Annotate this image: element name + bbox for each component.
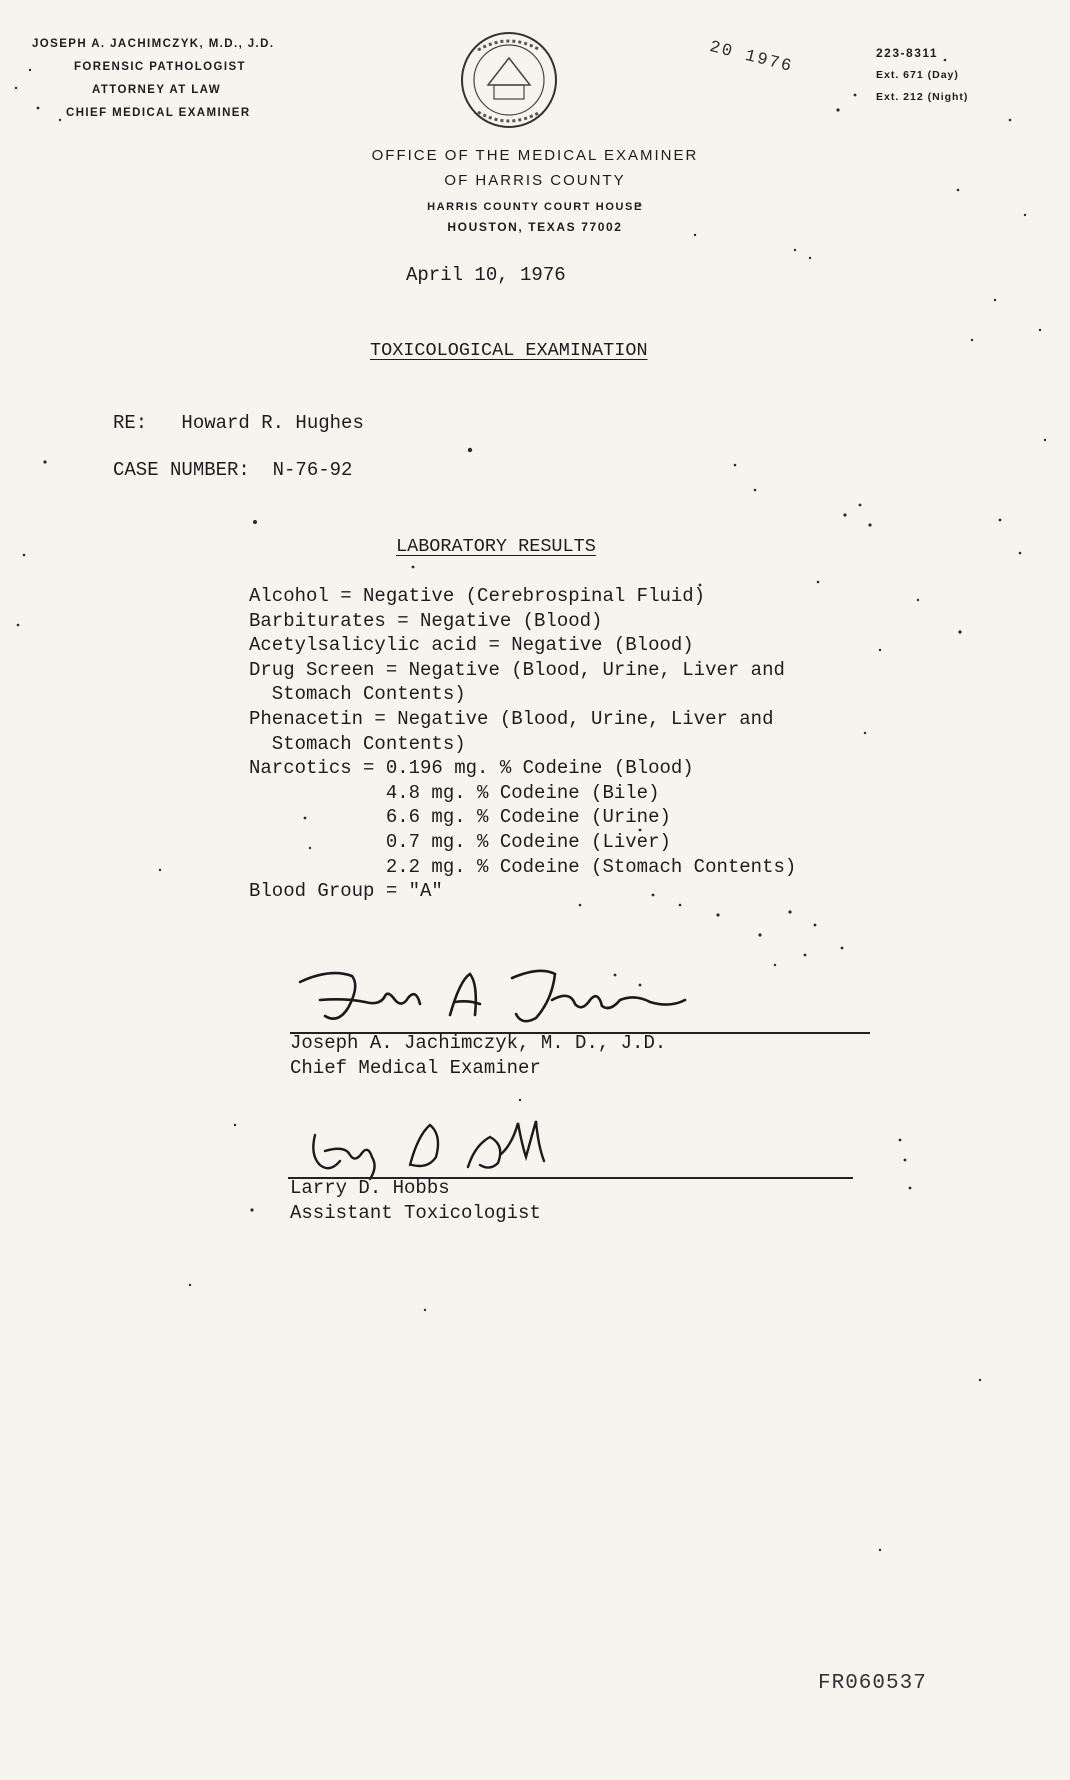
lab-results-list xyxy=(249,584,796,904)
signature-jachimczyk xyxy=(290,960,770,1040)
signatory-2-name: Larry D. Hobbs xyxy=(290,1177,450,1199)
result-line: 6.6 mg. % Codeine (Urine) xyxy=(249,806,671,829)
result-line: Alcohol = Negative (Cerebrospinal Fluid) xyxy=(249,585,706,607)
result-line: Phenacetin = Negative (Blood, Urine, Liver and xyxy=(249,707,774,730)
signatory-1-name: Joseph A. Jachimczyk, M. D., J.D. xyxy=(290,1032,667,1054)
signature-hobbs xyxy=(300,1105,620,1185)
letterhead-left xyxy=(32,33,274,125)
result-line: Acetylsalicylic acid = Negative (Blood) xyxy=(249,634,694,657)
letterhead-line: FORENSIC PATHOLOGIST xyxy=(74,61,246,73)
office-line-4: HOUSTON, TEXAS 77002 xyxy=(447,220,623,234)
letterhead-right xyxy=(876,42,968,108)
lab-results-title: LABORATORY RESULTS xyxy=(396,536,596,557)
ext-night: Ext. 212 (Night) xyxy=(876,91,969,103)
result-line: 4.8 mg. % Codeine (Bile) xyxy=(249,781,660,804)
ext-day: Ext. 671 (Day) xyxy=(876,69,959,81)
letterhead-line: CHIEF MEDICAL EXAMINER xyxy=(66,107,251,119)
letterhead-name: JOSEPH A. JACHIMCZYK, M.D., J.D. xyxy=(32,38,275,50)
signatory-2-role: Assistant Toxicologist xyxy=(290,1202,541,1224)
office-line-2: OF HARRIS COUNTY xyxy=(444,172,626,189)
document-date: April 10, 1976 xyxy=(406,264,566,286)
office-line-1: OFFICE OF THE MEDICAL EXAMINER xyxy=(371,147,699,164)
document-title: TOXICOLOGICAL EXAMINATION xyxy=(370,340,648,361)
result-line: 2.2 mg. % Codeine (Stomach Contents) xyxy=(249,855,797,878)
result-line: Blood Group = "A" xyxy=(249,880,443,903)
signatory-2 xyxy=(290,1176,541,1226)
bates-number: FR060537 xyxy=(818,1672,927,1695)
result-line: Barbiturates = Negative (Blood) xyxy=(249,609,603,632)
case-number: CASE NUMBER: N-76-92 xyxy=(113,459,353,481)
re-line: RE: Howard R. Hughes xyxy=(113,412,364,434)
result-line: Stomach Contents) xyxy=(249,732,466,755)
received-stamp: 20 1976 xyxy=(707,38,795,78)
county-seal xyxy=(448,30,570,130)
signatory-1-role: Chief Medical Examiner xyxy=(290,1057,541,1079)
result-line: Narcotics = 0.196 mg. % Codeine (Blood) xyxy=(249,757,694,780)
office-line-3: HARRIS COUNTY COURT HOUSE xyxy=(427,201,643,213)
signatory-1 xyxy=(290,1031,666,1081)
result-line: Drug Screen = Negative (Blood, Urine, Liver and xyxy=(249,658,785,681)
phone-number: 223-8311 xyxy=(876,46,939,60)
result-line: Stomach Contents) xyxy=(249,683,466,706)
result-line: 0.7 mg. % Codeine (Liver) xyxy=(249,830,671,853)
letterhead-line: ATTORNEY AT LAW xyxy=(92,84,221,96)
